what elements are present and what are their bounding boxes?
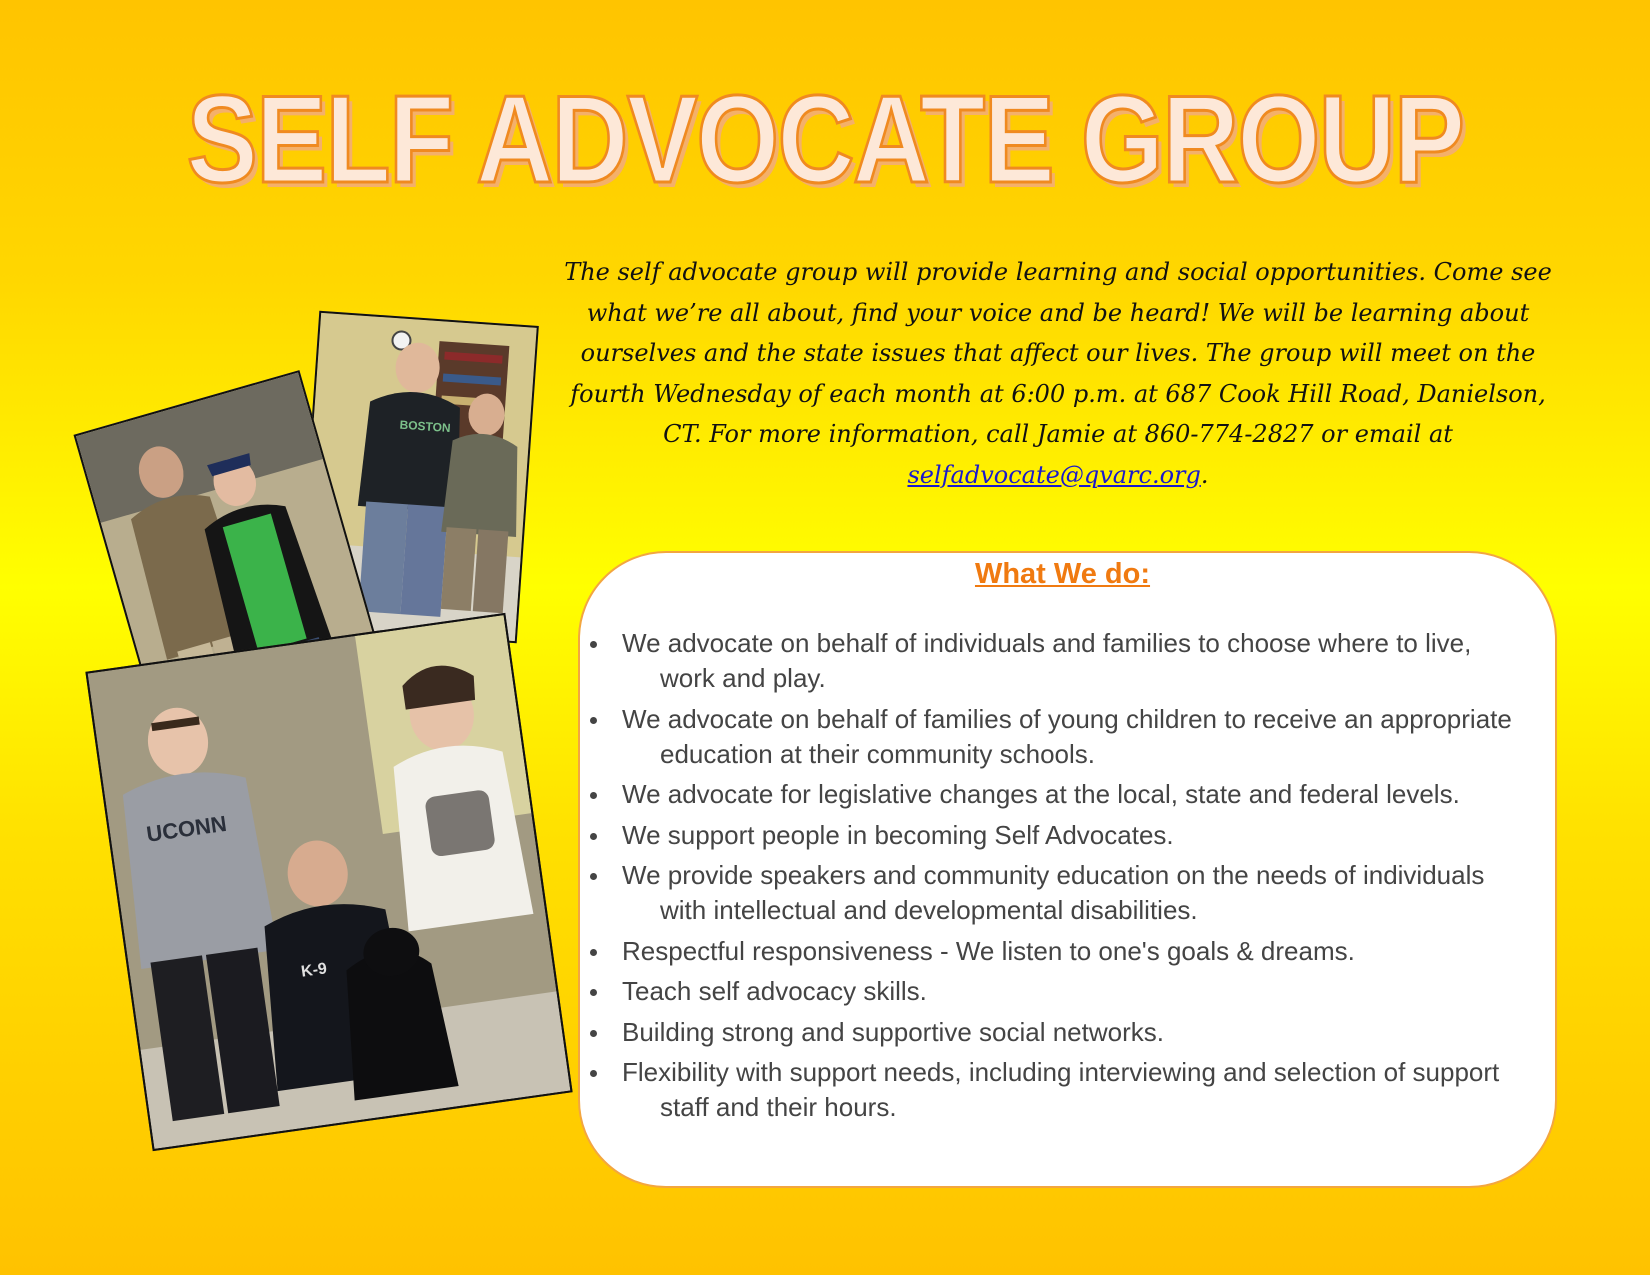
- list-item: [590, 1015, 1530, 1050]
- list-item: [590, 818, 1530, 853]
- svg-text:UCONN: UCONN: [144, 810, 229, 847]
- list-item-text: We advocate for legislative changes at the local, state and federal levels.: [622, 779, 1460, 809]
- svg-text:K-9: K-9: [300, 960, 329, 981]
- what-we-do-heading: What We do:: [974, 558, 1151, 590]
- list-item-text: We provide speakers and community education on the needs of individuals with intellectual and developmental disabilities.: [622, 860, 1485, 925]
- list-item: [590, 626, 1530, 696]
- email-link[interactable]: selfadvocate@qvarc.org: [907, 460, 1201, 489]
- svg-text:BOSTON: BOSTON: [399, 417, 452, 436]
- list-item: [590, 1055, 1530, 1125]
- list-item-text: We support people in becoming Self Advocates.: [622, 819, 1174, 850]
- list-item: [590, 934, 1530, 969]
- list-item: [590, 858, 1530, 928]
- photo-police-dog-image: [88, 615, 571, 1149]
- list-item-text: Flexibility with support needs, including interviewing and selection of support staff and their hours.: [622, 1057, 1500, 1122]
- list-item: [590, 974, 1530, 1009]
- what-we-do-list: [590, 626, 1530, 1131]
- list-item-text: We advocate on behalf of families of young children to receive an appropriate education at their community schools.: [622, 703, 1512, 769]
- page-title: SELF ADVOCATE GROUP: [186, 71, 1464, 209]
- list-item-text: Respectful responsiveness - We listen to one's goals & dreams.: [622, 935, 1355, 966]
- list-item-text: We advocate on behalf of individuals and families to choose where to live, work and play.: [622, 628, 1472, 693]
- intro-paragraph: [558, 252, 1558, 495]
- list-item-text: Teach self advocacy skills.: [622, 976, 927, 1006]
- list-item-text: Building strong and supportive social networks.: [622, 1016, 1164, 1047]
- list-item: [590, 777, 1530, 812]
- intro-end: .: [1200, 460, 1209, 489]
- intro-text: The self advocate group will provide learning and social opportunities. Come see what we’re all about, find your voice and be heard! We will be learning about ourselves and the state issues that affect our lives. The group will meet on the fourth Wednesday of each month at 6:00 p.m. at 687 Cook Hill Road, Danielson, CT. For more information, call Jamie at 860-774-2827 or email at: [564, 258, 1552, 448]
- list-item: [590, 702, 1530, 772]
- photo-police-dog: [85, 613, 572, 1151]
